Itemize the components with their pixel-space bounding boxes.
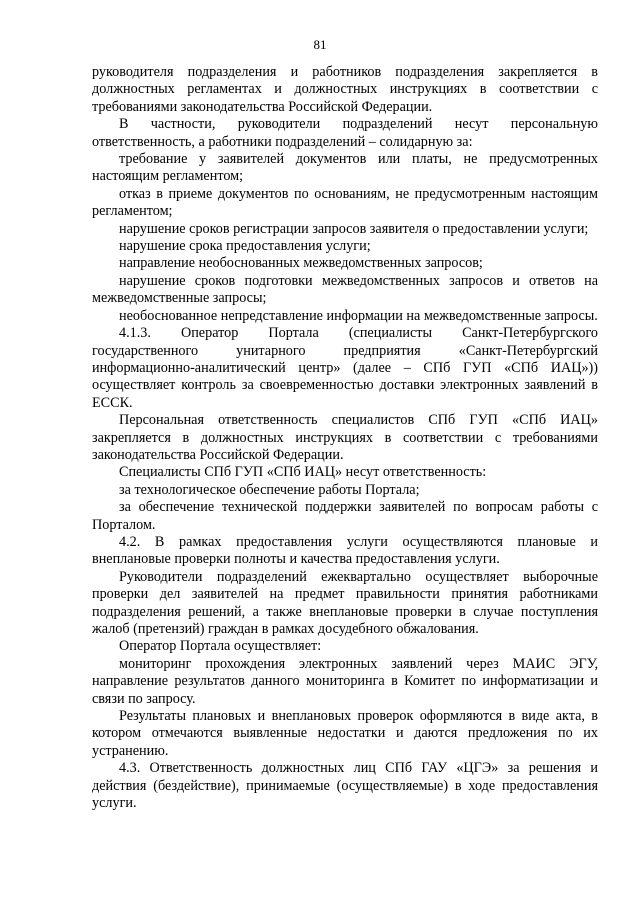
paragraph: Оператор Портала осуществляет:	[119, 638, 322, 655]
page-number: 81	[313, 37, 327, 52]
paragraph: В частности, руководители подразделений несут персональную ответственность, а работники подразделений – солидарную за:	[92, 116, 598, 150]
paragraph: Специалисты СПб ГУП «СПб ИАЦ» несут ответственность:	[119, 464, 487, 481]
paragraph: необоснованное непредставление информации на межведомственные запросы.	[119, 307, 598, 324]
document-body	[92, 64, 598, 812]
paragraph: Руководители подразделений ежеквартально осуществляет выборочные проверки дел заявителей на предмет правильности принятия работниками подразделения решений, а также внеплановые проверки в случае поступления жалоб (претензий) граждан в рамках досудебного обжалования.	[92, 568, 598, 637]
paragraph: нарушение сроков регистрации запросов заявителя о предоставлении услуги;	[119, 220, 589, 237]
paragraph: направление необоснованных межведомственных запросов;	[119, 255, 483, 272]
paragraph: за технологическое обеспечение работы Портала;	[119, 481, 420, 498]
paragraph: руководителя подразделения и работников подразделения закрепляется в должностных регламентах и должностных инструкциях в соответствии с требованиями законодательства Российской Федерации.	[92, 64, 598, 115]
paragraph: 4.2. В рамках предоставления услуги осуществляются плановые и внеплановые проверки полноты и качества предоставления услуги.	[92, 533, 598, 568]
paragraph: 4.1.3. Оператор Портала (специалисты Санкт-Петербургского государственного унитарного предприятия «Санкт-Петербургский информационно-аналитический центр» (далее – СПб ГУП «СПб ИАЦ»)) осуществляет контроль за своевременностью доставки электронных заявлений в ЕССК.	[92, 325, 598, 411]
paragraph: требование у заявителей документов или платы, не предусмотренных настоящим регламентом;	[92, 151, 598, 185]
paragraph: нарушение срока предоставления услуги;	[119, 238, 371, 255]
paragraph: 4.3. Ответственность должностных лиц СПб ГАУ «ЦГЭ» за решения и действия (бездействие), принимаемые (осуществляемые) в ходе предоставления услуги.	[92, 760, 598, 812]
paragraph: мониторинг прохождения электронных заявлений через МАИС ЭГУ, направление результатов данного мониторинга в Комитет по информатизации и связи по запросу.	[92, 655, 598, 707]
paragraph: Результаты плановых и внеплановых проверок оформляются в виде акта, в котором отмечаются выявленные недостатки и даются предложения по их устранению.	[92, 708, 598, 759]
paragraph: нарушение сроков подготовки межведомственных запросов и ответов на межведомственные запросы;	[92, 272, 598, 307]
paragraph: за обеспечение технической поддержки заявителей по вопросам работы с Порталом.	[92, 499, 598, 533]
paragraph: Персональная ответственность специалистов СПб ГУП «СПб ИАЦ» закрепляется в должностных инструкциях в соответствии с требованиями законодательства Российской Федерации.	[92, 412, 598, 463]
paragraph: отказ в приеме документов по основаниям, не предусмотренным настоящим регламентом;	[92, 185, 598, 220]
